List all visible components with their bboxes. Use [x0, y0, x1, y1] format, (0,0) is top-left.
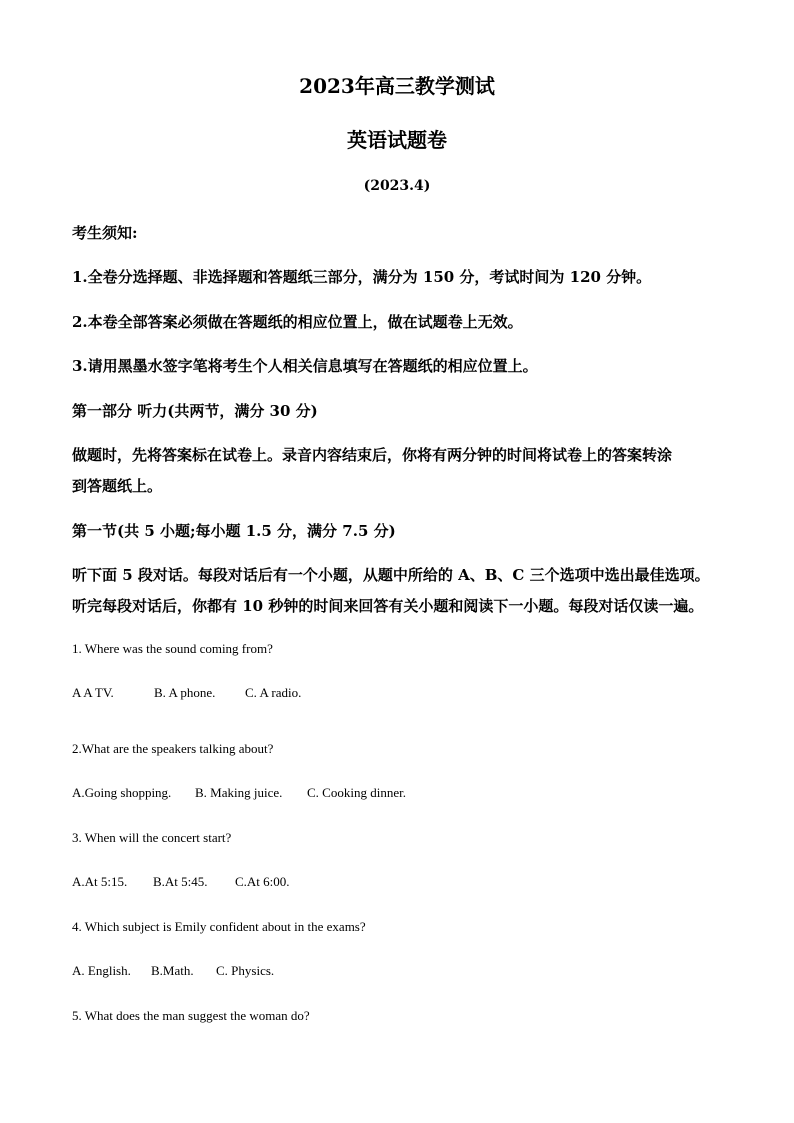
option-a: A A TV.: [72, 685, 114, 700]
question-4-options: [72, 963, 274, 979]
option-a: A.At 5:15.: [72, 874, 128, 889]
option-b: B. Making juice.: [195, 785, 283, 800]
option-a: A. English.: [72, 963, 131, 978]
option-c: C.At 6:00.: [235, 874, 290, 889]
part1-heading: 第一部分 听力(共两节，满分 30 分): [72, 402, 318, 420]
notice-heading: 考生须知:: [72, 224, 138, 242]
part1-instruction-line2: 到答题纸上。: [72, 477, 163, 495]
option-b: B.Math.: [151, 963, 194, 978]
section1-instruction-line1: 听下面 5 段对话。每段对话后有一个小题，从题中所给的 A、B、C 三个选项中选出最佳选项。: [72, 566, 710, 584]
exam-title: 2023年高三教学测试: [299, 74, 495, 98]
exam-date: (2023.4): [363, 178, 431, 194]
question-5: 5. What does the man suggest the woman do?: [72, 1008, 310, 1023]
question-4: 4. Which subject is Emily confident about in the exams?: [72, 919, 366, 934]
question-1-options: [72, 685, 301, 701]
question-3-options: [72, 874, 290, 890]
option-c: C. Physics.: [216, 963, 275, 978]
option-a: A.Going shopping.: [72, 785, 172, 800]
part1-instruction-line1: 做题时，先将答案标在试卷上。录音内容结束后，你将有两分钟的时间将试卷上的答案转涂: [72, 446, 673, 464]
notice-item-1: 1.全卷分选择题、非选择题和答题纸三部分，满分为 150 分，考试时间为 120 分钟。: [72, 268, 652, 286]
section1-heading: 第一节(共 5 小题;每小题 1.5 分，满分 7.5 分): [72, 522, 396, 540]
question-2: 2.What are the speakers talking about?: [72, 741, 274, 756]
question-1: 1. Where was the sound coming from?: [72, 641, 273, 656]
option-c: C. Cooking dinner.: [307, 785, 406, 800]
section1-instruction-line2: 听完每段对话后，你都有 10 秒钟的时间来回答有关小题和阅读下一小题。每段对话仅读一遍。: [72, 597, 704, 615]
question-2-options: [72, 785, 406, 801]
question-3: 3. When will the concert start?: [72, 830, 232, 845]
notice-item-3: 3.请用黑墨水签字笔将考生个人相关信息填写在答题纸的相应位置上。: [72, 357, 538, 375]
option-c: C. A radio.: [245, 685, 302, 700]
notice-item-2: 2.本卷全部答案必须做在答题纸的相应位置上，做在试题卷上无效。: [72, 313, 523, 331]
exam-subtitle: 英语试题卷: [347, 128, 447, 152]
option-b: B.At 5:45.: [153, 874, 208, 889]
option-b: B. A phone.: [154, 685, 216, 700]
